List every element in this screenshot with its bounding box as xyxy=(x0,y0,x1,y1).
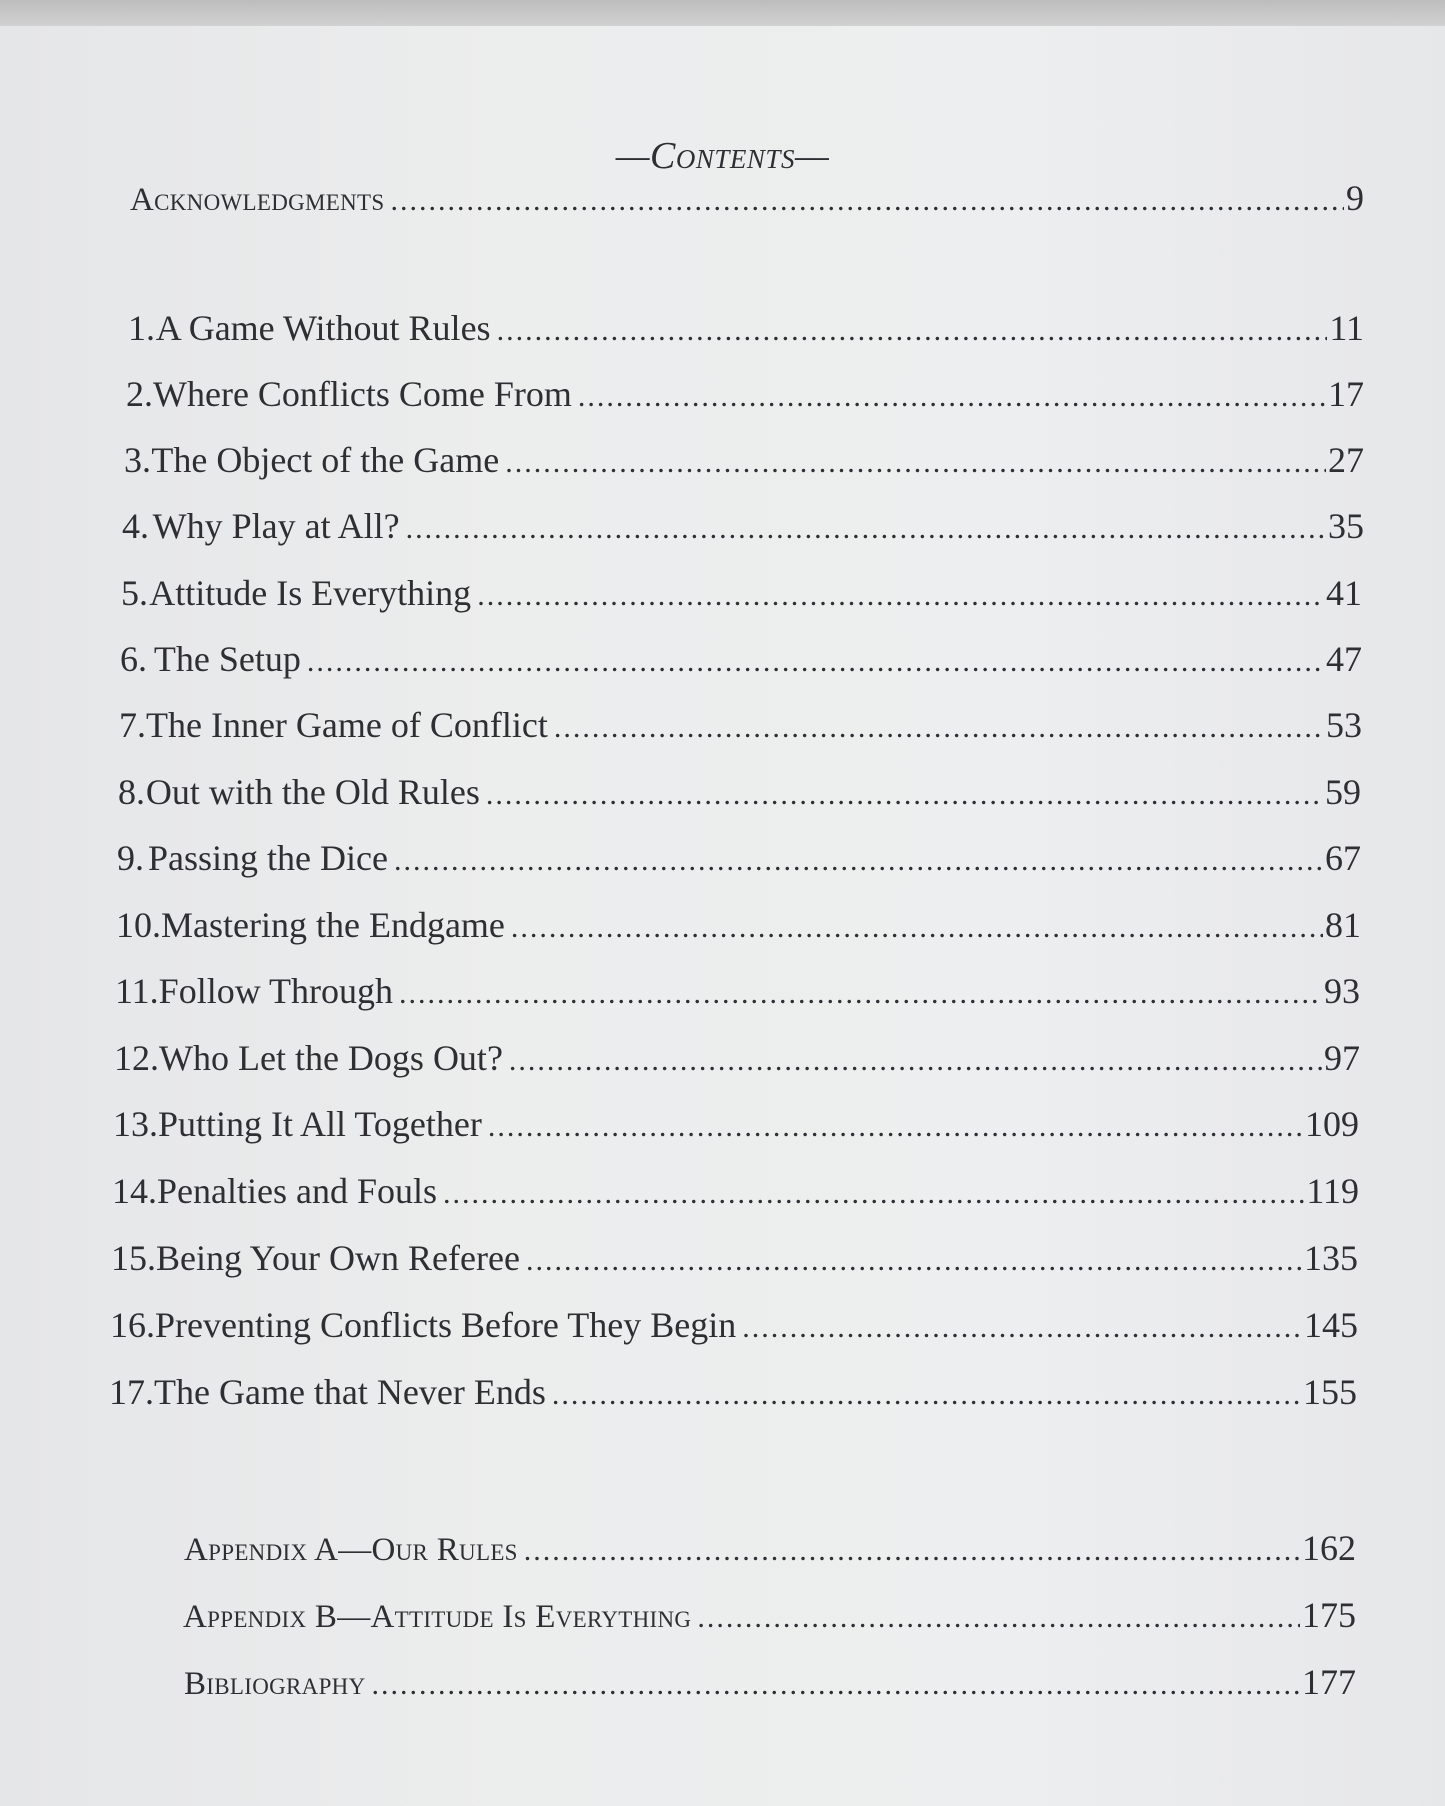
chapter-title: Mastering the Endgame xyxy=(161,905,505,945)
chapter-number: 13. xyxy=(113,1104,158,1144)
chapter-number: 4. xyxy=(122,506,149,546)
dot-leader xyxy=(505,441,1326,485)
page-title: —Contents— xyxy=(615,135,830,177)
toc-chapter-entry xyxy=(122,504,1364,548)
toc-page-number: 59 xyxy=(1325,772,1361,812)
dot-leader xyxy=(578,375,1326,419)
toc-chapter-entry xyxy=(115,969,1360,1013)
chapter-title: The Inner Game of Conflict xyxy=(146,705,548,745)
toc-chapter-entry xyxy=(121,571,1362,615)
chapter-number: 16. xyxy=(110,1305,155,1345)
toc-page-number: 177 xyxy=(1302,1662,1356,1702)
toc-chapter-entry xyxy=(128,306,1364,350)
chapter-title: Putting It All Together xyxy=(158,1104,482,1144)
toc-chapter-entry xyxy=(113,1102,1359,1146)
chapter-title: Why Play at All? xyxy=(152,506,400,546)
toc-chapter-entry xyxy=(109,1370,1357,1414)
chapter-number: 2. xyxy=(126,374,153,414)
toc-page-number: 135 xyxy=(1304,1238,1358,1278)
chapter-number: 11. xyxy=(115,971,159,1011)
toc-entry-label: Appendix A—Our Rules xyxy=(184,1532,518,1568)
chapter-title: A Game Without Rules xyxy=(155,308,491,348)
chapter-number: 8. xyxy=(118,772,145,812)
toc-entry-acknowledgments xyxy=(130,176,1364,220)
chapter-title: The Setup xyxy=(153,639,301,679)
toc-page-number: 119 xyxy=(1306,1171,1359,1211)
toc-chapter-entry xyxy=(124,438,1364,482)
chapter-number: 1. xyxy=(128,308,155,348)
chapter-number: 7. xyxy=(119,705,146,745)
toc-chapter-entry xyxy=(119,703,1362,747)
toc-page-number: 11 xyxy=(1329,308,1364,348)
dot-leader xyxy=(742,1306,1302,1350)
chapter-title: Follow Through xyxy=(158,971,394,1011)
toc-entry-label: Bibliography xyxy=(184,1666,366,1702)
toc-entry-appendix-a xyxy=(184,1526,1356,1570)
toc-page-number: 41 xyxy=(1326,573,1362,613)
dot-leader xyxy=(526,1239,1302,1283)
toc-page-number: 162 xyxy=(1302,1528,1356,1568)
chapter-title: Who Let the Dogs Out? xyxy=(159,1038,503,1078)
toc-chapter-entry xyxy=(126,372,1364,416)
chapter-number: 12. xyxy=(114,1038,159,1078)
dot-leader xyxy=(394,839,1323,883)
toc-chapter-entry xyxy=(114,1036,1360,1080)
dot-leader xyxy=(406,507,1326,551)
chapter-number: 6. xyxy=(120,639,147,679)
toc-page-number: 175 xyxy=(1302,1595,1356,1635)
dot-leader xyxy=(307,640,1324,684)
dot-leader xyxy=(524,1529,1300,1573)
chapter-title: Attitude Is Everything xyxy=(149,573,472,613)
dot-leader xyxy=(443,1172,1304,1216)
dot-leader xyxy=(372,1663,1300,1707)
toc-chapter-entry xyxy=(110,1303,1358,1347)
toc-page-number: 155 xyxy=(1303,1372,1357,1412)
chapter-title: Where Conflicts Come From xyxy=(153,374,572,414)
chapter-number: 10. xyxy=(116,905,161,945)
toc-page-number: 145 xyxy=(1304,1305,1358,1345)
chapter-title: Penalties and Fouls xyxy=(157,1171,437,1211)
toc-chapter-entry xyxy=(111,1236,1358,1280)
chapter-title: Passing the Dice xyxy=(147,838,388,878)
chapter-number: 14. xyxy=(112,1171,157,1211)
dot-leader xyxy=(552,1373,1301,1417)
chapter-title: The Object of the Game xyxy=(151,440,500,480)
book-page xyxy=(0,26,1445,1806)
dot-leader xyxy=(399,972,1322,1016)
dot-leader xyxy=(390,179,1344,223)
toc-page-number: 67 xyxy=(1325,838,1361,878)
toc-entry-appendix-b xyxy=(183,1593,1356,1637)
dot-leader xyxy=(697,1596,1300,1640)
dot-leader xyxy=(497,309,1328,353)
toc-entry-bibliography xyxy=(184,1660,1356,1704)
toc-page-number: 109 xyxy=(1305,1104,1359,1144)
chapter-title: Preventing Conflicts Before They Begin xyxy=(155,1305,737,1345)
dot-leader xyxy=(511,906,1323,950)
toc-page-number: 53 xyxy=(1326,705,1362,745)
toc-chapter-entry xyxy=(120,637,1362,681)
chapter-number: 17. xyxy=(109,1372,154,1412)
dot-leader xyxy=(509,1039,1322,1083)
toc-chapter-entry xyxy=(112,1169,1359,1213)
toc-entry-label: Appendix B—Attitude Is Everything xyxy=(183,1599,692,1635)
toc-chapter-entry xyxy=(117,836,1361,880)
toc-entry-label: Acknowledgments xyxy=(130,182,385,218)
chapter-title: Out with the Old Rules xyxy=(145,772,480,812)
dot-leader xyxy=(477,574,1324,618)
toc-page-number: 93 xyxy=(1324,971,1360,1011)
chapter-number: 3. xyxy=(124,440,151,480)
toc-page-number: 47 xyxy=(1326,639,1362,679)
chapter-number: 9. xyxy=(117,838,144,878)
chapter-title: The Game that Never Ends xyxy=(154,1372,546,1412)
toc-chapter-entry xyxy=(116,903,1361,947)
dot-leader xyxy=(488,1105,1303,1149)
chapter-number: 5. xyxy=(121,573,148,613)
toc-page-number: 17 xyxy=(1328,374,1364,414)
toc-page-number: 35 xyxy=(1328,506,1364,546)
dot-leader xyxy=(554,706,1324,750)
toc-page-number: 9 xyxy=(1346,178,1364,218)
toc-page-number: 97 xyxy=(1324,1038,1360,1078)
chapter-number: 15. xyxy=(111,1238,156,1278)
toc-page-number: 81 xyxy=(1325,905,1361,945)
chapter-title: Being Your Own Referee xyxy=(156,1238,520,1278)
dot-leader xyxy=(486,773,1323,817)
toc-chapter-entry xyxy=(118,770,1361,814)
toc-page-number: 27 xyxy=(1328,440,1364,480)
